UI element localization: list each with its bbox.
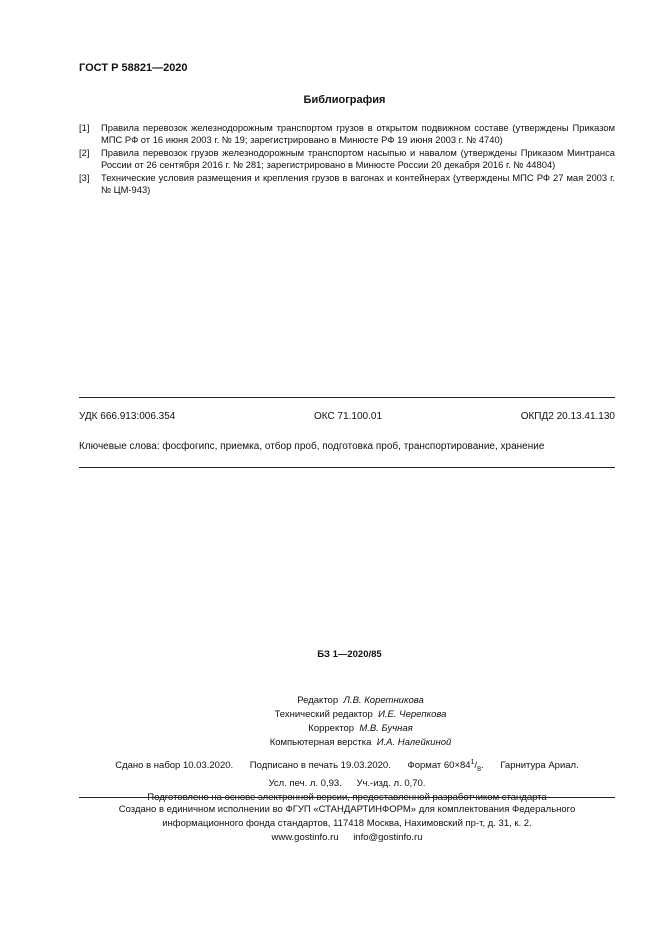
submitted-date: Сдано в набор 10.03.2020. xyxy=(115,760,234,772)
prepared-note: Подготовлено на основе электронной версии, предоставленной разработчиком стандарта xyxy=(147,792,547,804)
footer-website[interactable]: www.gostinfo.ru xyxy=(271,832,339,843)
bibliography-item xyxy=(79,122,615,146)
tech-editor-line xyxy=(0,708,661,722)
corrector-label: Корректор xyxy=(308,723,355,734)
bibliography-item-text: Правила перевозок грузов железнодорожным транспортом насыпью и навалом (утверждены Приказом Минтранса России от 26 сентября 2016 г. № 281; зарегистрировано в Минюсте России 20 декабря 2016 г. № 44804) xyxy=(101,147,615,170)
bibliography-list xyxy=(79,122,615,197)
footer-contacts xyxy=(79,831,615,845)
bibliography-title: Библиография xyxy=(303,94,386,106)
oks-code: ОКС 71.100.01 xyxy=(314,411,383,422)
bibliography-item-text: Правила перевозок железнодорожным транспортом грузов в открытом подвижном составе (утверждены Приказом МПС РФ от 16 июня 2003 г. № 19; зарегистрировано в Минюсте РФ 19 июня 2003 г. № 4740) xyxy=(101,122,615,145)
publisher-sheets: Уч.-изд. л. 0,70. xyxy=(356,778,426,790)
bibliography-item xyxy=(79,172,615,196)
tech-editor-label: Технический редактор xyxy=(274,709,373,720)
okpd-code: ОКПД2 20.13.41.130 xyxy=(520,411,615,422)
bibliography-item-number: [1] xyxy=(79,122,90,133)
corrector-name: М.В. Бучная xyxy=(359,723,413,734)
bottom-divider xyxy=(79,797,615,798)
footer-line-2: информационного фонда стандартов, 117418 Москва, Нахимовский пр-т, д. 31, к. 2. xyxy=(162,818,532,829)
layout-name: И.А. Налейкиной xyxy=(376,737,452,748)
editor-label: Редактор xyxy=(297,695,339,706)
layout-label: Компьютерная верстка xyxy=(269,737,372,748)
editor-line xyxy=(0,694,661,708)
layout-line xyxy=(0,736,661,750)
format: Формат $60\times 84^1/_8$. xyxy=(407,759,484,774)
udk-code: УДК 666.913:006.354 xyxy=(79,411,176,422)
publishing-line-1 xyxy=(79,756,615,777)
editor-name: Л.В. Коретникова xyxy=(343,695,424,706)
publishing-line-2 xyxy=(79,777,615,791)
bibliography-item xyxy=(79,147,615,171)
classification-row xyxy=(79,411,615,422)
signed-date: Подписано в печать 19.03.2020. xyxy=(249,760,391,772)
keywords: Ключевые слова: фосфогипс, приемка, отбор проб, подготовка проб, транспортирование, хранение xyxy=(79,441,545,452)
corrector-line xyxy=(0,722,661,736)
bz-number: БЗ 1—2020/85 xyxy=(317,649,382,660)
tech-editor-name: И.Е. Черепкова xyxy=(378,709,447,720)
document-code: ГОСТ Р 58821—2020 xyxy=(79,62,188,74)
footer-line-1: Создано в единичном исполнении во ФГУП «СТАНДАРТИНФОРМ» для комплектования Федерального xyxy=(118,804,576,815)
top-divider xyxy=(79,397,615,398)
middle-divider xyxy=(79,467,615,468)
footer-email[interactable]: info@gostinfo.ru xyxy=(353,832,423,843)
font-info: Гарнитура Ариал. xyxy=(500,760,579,772)
format-denominator: 8 xyxy=(477,766,482,774)
bibliography-item-text: Технические условия размещения и крепления грузов в вагонах и контейнерах (утверждены МПС РФ 27 мая 2003 г. № ЦМ-943) xyxy=(101,172,615,195)
format-prefix: Формат 60×84 xyxy=(407,760,471,772)
format-numerator: 1 xyxy=(470,759,475,766)
footer xyxy=(79,803,615,845)
bibliography-item-number: [2] xyxy=(79,147,90,158)
credits-block xyxy=(0,694,661,750)
print-sheets: Усл. печ. л. 0,93. xyxy=(268,778,342,790)
bibliography-item-number: [3] xyxy=(79,172,90,183)
